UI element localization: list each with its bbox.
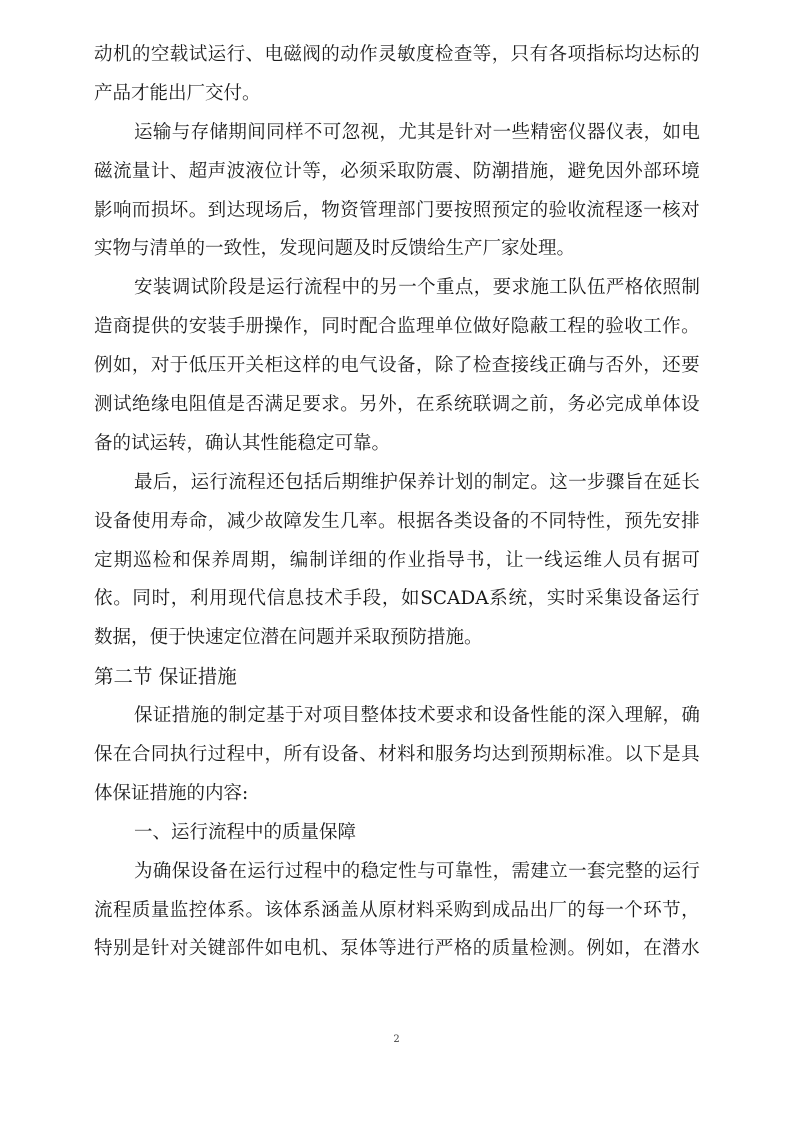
text-line: 为 确 保 设 备 在 运 行 过 程 中 的 稳 定 性 与 可 靠 性 ， 需 建 立 一 套 完 整 的 运 行 bbox=[134, 860, 700, 882]
text-line: 例 如 ， 对 于 低 压 开 关 柜 这 样 的 电 气 设 备 ， 除 了 检 查 接 线 正 确 与 否 外 ， 还 要 bbox=[94, 355, 700, 377]
text-line: 体保证措施的内容: bbox=[94, 782, 249, 804]
text-line: 特 别 是 针 对 关 键 部 件 如 电 机 、 泵 体 等 进 行 严 格 的 质 量 检 测 。 例 如 ， 在 潜 水 bbox=[94, 938, 700, 960]
text-line: 测 试 绝 缘 电 阻 值 是 否 满 足 要 求 。 另 外 ， 在 系 统 联 调 之 前 ， 务 必 完 成 单 体 设 bbox=[94, 394, 700, 416]
text-line: 最 后 ， 运 行 流 程 还 包 括 后 期 维 护 保 养 计 划 的 制 定 。 这 一 步 骤 旨 在 延 长 bbox=[134, 471, 700, 493]
text-line: 数据，便于快速定位潜在问题并采取预防措施。 bbox=[94, 627, 483, 649]
text-line: 保 证 措 施 的 制 定 基 于 对 项 目 整 体 技 术 要 求 和 设 备 性 能 的 深 入 理 解 ， 确 bbox=[134, 705, 700, 727]
section-heading: 第二节 保证措施 bbox=[94, 665, 237, 689]
text-line: 动 机 的 空 载 试 运 行 、 电 磁 阀 的 动 作 灵 敏 度 检 查 等 ， 只 有 各 项 指 标 均 达 标 的 bbox=[94, 44, 700, 65]
text-line: 实物与清单的一致性，发现问题及时反馈给生产厂家处理。 bbox=[94, 238, 576, 260]
text-line: 设 备 使 用 寿 命 ， 减 少 故 障 发 生 几 率 。 根 据 各 类 设 备 的 不 同 特 性 ， 预 先 安 排 bbox=[94, 510, 700, 532]
text-line: 造 商 提 供 的 安 装 手 册 操 作 ， 同 时 配 合 监 理 单 位 做 好 隐 蔽 工 程 的 验 收 工 作 。 bbox=[94, 316, 700, 338]
text-line: 备的试运转，确认其性能稳定可靠。 bbox=[94, 432, 391, 454]
text-line: 产品才能出厂交付。 bbox=[94, 82, 261, 104]
text-line: 安 装 调 试 阶 段 是 运 行 流 程 中 的 另 一 个 重 点 ， 要 求 施 工 队 伍 严 格 依 照 制 bbox=[134, 277, 700, 299]
text-line: 磁 流 量 计 、 超 声 波 液 位 计 等 ， 必 须 采 取 防 震 、 防 潮 措 施 ， 避 免 因 外 部 环 境 bbox=[94, 160, 700, 182]
text-line: 依 。 同 时 ， 利 用 现 代 信 息 技 术 手 段 ， 如 SCADA 系 统 ， 实 时 采 集 设 备 运 行 bbox=[94, 588, 700, 610]
text-line: 定 期 巡 检 和 保 养 周 期 ， 编 制 详 细 的 作 业 指 导 书 ， 让 一 线 运 维 人 员 有 据 可 bbox=[94, 549, 700, 571]
text-line: 运 输 与 存 储 期 间 同 样 不 可 忽 视 ， 尤 其 是 针 对 一 些 精 密 仪 器 仪 表 ， 如 电 bbox=[134, 121, 700, 143]
text-line: 流 程 质 量 监 控 体 系 。 该 体 系 涵 盖 从 原 材 料 采 购 到 成 品 出 厂 的 每 一 个 环 节 ， bbox=[94, 899, 700, 921]
text-line: 影 响 而 损 坏 。 到 达 现 场 后 ， 物 资 管 理 部 门 要 按 照 预 定 的 验 收 流 程 逐 一 核 对 bbox=[94, 199, 700, 221]
page-number: 2 bbox=[393, 1034, 400, 1045]
text-line: 一、运行流程中的质量保障 bbox=[134, 821, 357, 843]
text-line: 保 在 合 同 执 行 过 程 中 ， 所 有 设 备 、 材 料 和 服 务 均 达 到 预 期 标 准 。 以 下 是 具 bbox=[94, 744, 700, 766]
body-text bbox=[94, 36, 700, 969]
